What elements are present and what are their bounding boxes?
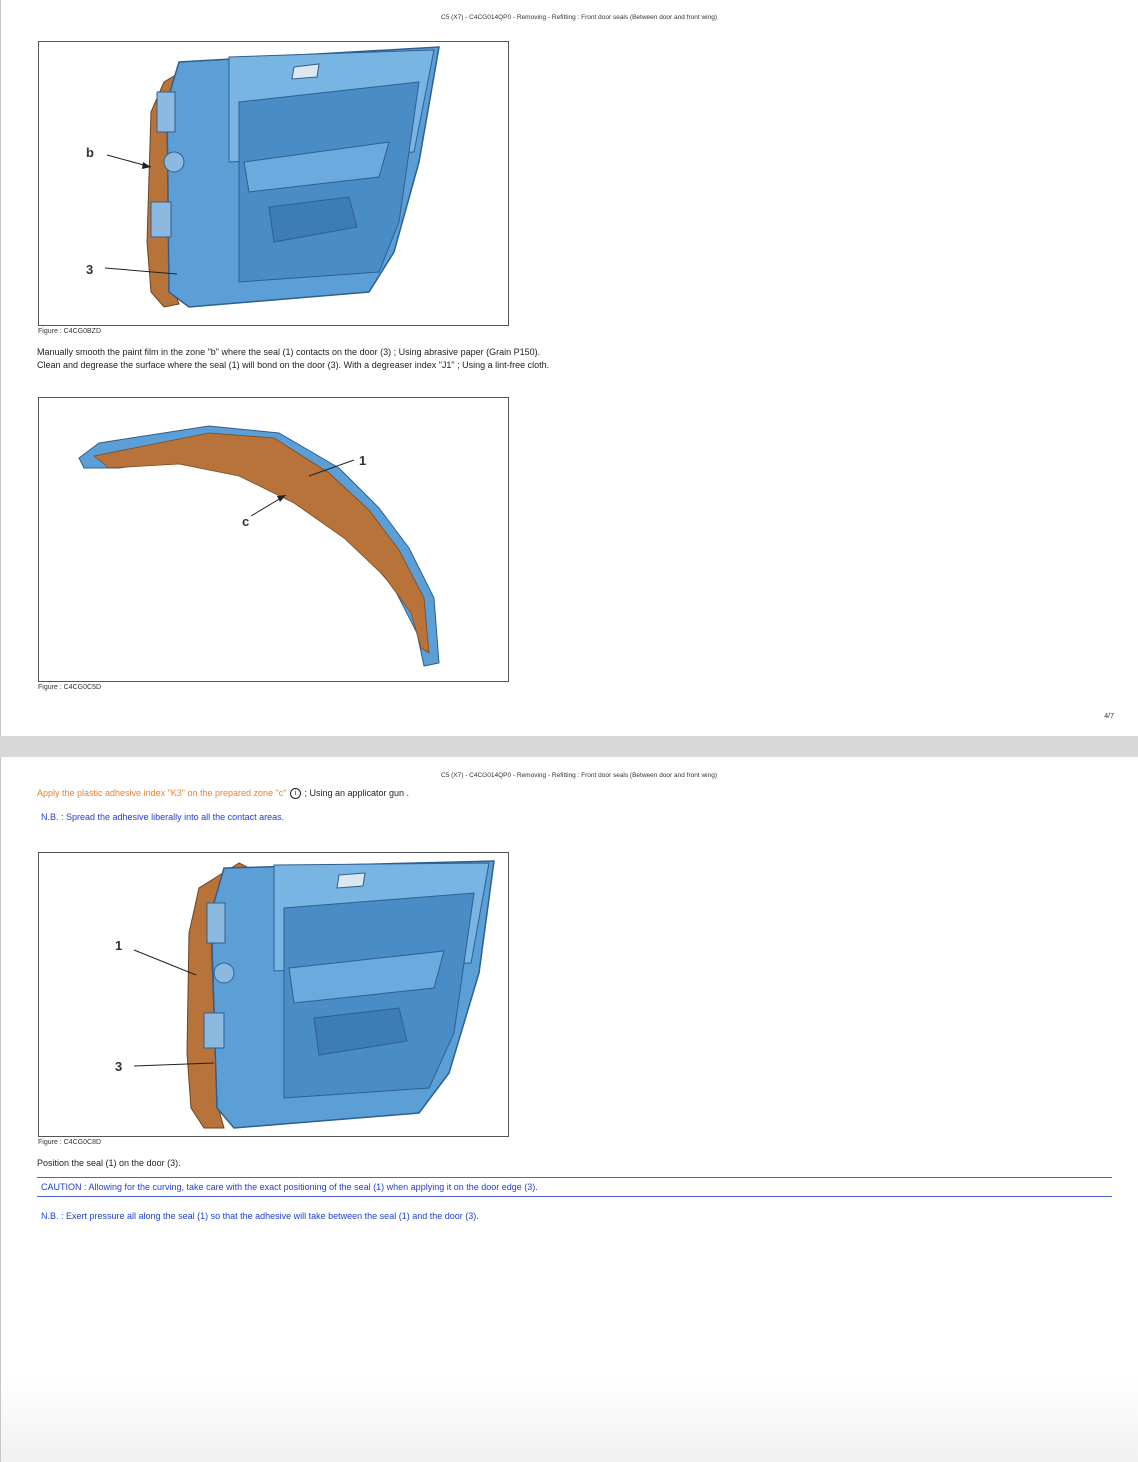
callout-c: c <box>242 514 250 529</box>
page-header: C5 (X7) - C4CG014QP0 - Removing - Refitting : Front door seals (Between door and front wing) <box>441 14 718 21</box>
apply-adhesive-step <box>37 788 409 799</box>
apply-adhesive-link[interactable]: Apply the plastic adhesive index "K3" on the prepared zone "c" <box>37 788 287 798</box>
callout-1: 1 <box>359 453 367 468</box>
nb-exert-pressure: N.B. : Exert pressure all along the seal (1) so that the adhesive will take between the seal (1) and the door (3). <box>41 1211 479 1221</box>
apply-adhesive-rest: ; Using an applicator gun . <box>304 788 410 798</box>
instruction-degrease: Clean and degrease the surface where the seal (1) will bond on the door (3). With a degreaser index "J1" ; Using a lint-free cloth. <box>37 360 550 370</box>
figure-seal-zone-c <box>38 397 509 682</box>
figure-caption-2: Figure : C4CG0C5D <box>38 684 102 691</box>
nb-spread-adhesive: N.B. : Spread the adhesive liberally into all the contact areas. <box>41 812 285 822</box>
position-seal-text: Position the seal (1) on the door (3). <box>37 1158 181 1168</box>
document-page-2 <box>0 757 1138 1462</box>
figure-caption-1: Figure : C4CG0BZD <box>38 328 102 335</box>
page-header: C5 (X7) - C4CG014QP0 - Removing - Refitting : Front door seals (Between door and front wing) <box>441 772 718 779</box>
seal-illustration <box>39 398 509 682</box>
callout-1: 1 <box>115 938 123 953</box>
door-illustration <box>39 42 509 326</box>
page-number: 4/7 <box>1104 713 1114 720</box>
callout-3: 3 <box>86 262 94 277</box>
caution-box: CAUTION : Allowing for the curving, take care with the exact positioning of the seal (1) when applying it on the door edge (3). <box>37 1177 1112 1197</box>
instruction-smooth: Manually smooth the paint film in the zone "b" where the seal (1) contacts on the door (3) ; Using abrasive paper (Grain P150). <box>37 347 541 357</box>
figure-caption-3: Figure : C4CG0C8D <box>38 1139 102 1146</box>
figure-door-zone-b <box>38 41 509 326</box>
callout-b: b <box>86 145 94 160</box>
figure-seal-positioned <box>38 852 509 1137</box>
callout-3: 3 <box>115 1059 123 1074</box>
door-with-seal-illustration <box>39 853 509 1137</box>
info-icon[interactable]: i <box>290 788 301 799</box>
